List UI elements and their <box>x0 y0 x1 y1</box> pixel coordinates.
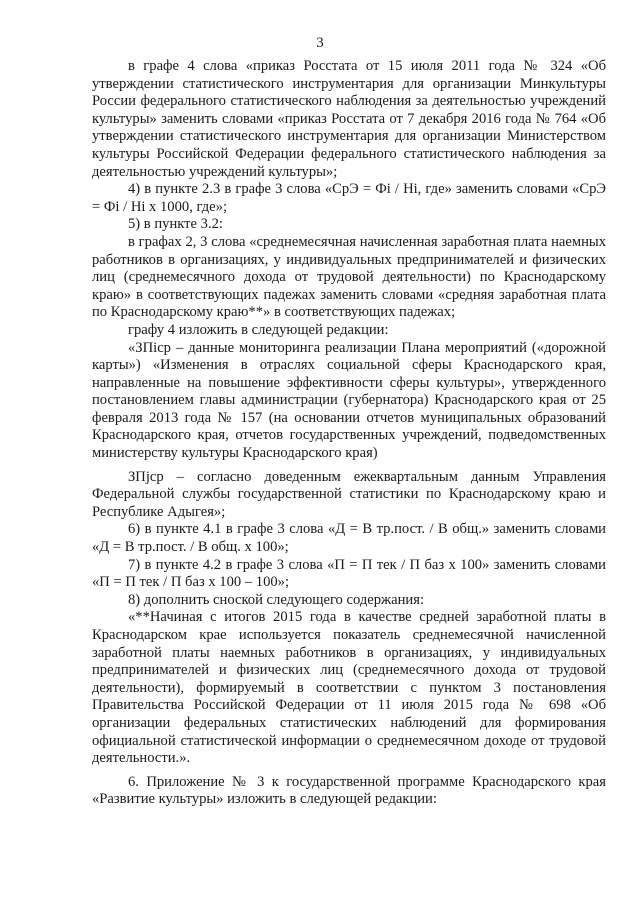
paragraph-item-5: 5) в пункте 3.2: <box>128 216 223 233</box>
paragraph-item-6: 6) в пункте 4.1 в графе 3 слова «Д = В тр.пост. / В общ.» заменить словами «Д = В тр.пост. / В общ. х 100»; <box>92 521 606 556</box>
page-number: 3 <box>316 35 324 51</box>
document-body <box>92 58 606 809</box>
paragraph-columns-2-3: в графах 2, 3 слова «среднемесячная начисленная заработная плата наемных работников в организациях, у индивидуальных предпринимателей и физических лиц (среднемесячного дохода от трудовой деятельности) по Краснодарскому краю» в соответствующих падежах заменить словами «средняя заработная плата по Краснодарскому краю**» в соответствующих падежах; <box>92 233 606 321</box>
paragraph-footnote: «**Начиная с итогов 2015 года в качестве средней заработной платы в Краснодарском крае используется показатель среднемесячной начисленной заработной платы наемных работников в организациях, у индивидуальных предпринимателей и физических лиц (среднемесячного дохода от трудовой деятельности), формируемый в соответствии с пунктом 3 постановления Правительства Российской Федерации от 11 июля 2015 года № 698 «Об организации федеральных статистических наблюдений для формирования официальной статистической информации о среднемесячном доходе от трудовой деятельности.». <box>92 609 606 767</box>
paragraph-appendix-3: 6. Приложение № 3 к государственной программе Краснодарского края «Развитие культуры» изложить в следующей редакции: <box>92 773 606 808</box>
paragraph-column-4-new-wording: графу 4 изложить в следующей редакции: <box>128 321 389 338</box>
paragraph-item-8: 8) дополнить сноской следующего содержания: <box>128 591 425 608</box>
paragraph-item-4: 4) в пункте 2.3 в графе 3 слова «СрЭ = Фi / Нi, где» заменить словами «СрЭ = Фi / Нi х 1000, где»; <box>92 181 606 215</box>
paragraph-item-7: 7) в пункте 4.2 в графе 3 слова «П = П тек / П баз х 100» заменить словами «П = П тек / П баз х 100 – 100»; <box>92 556 606 591</box>
paragraph-zpi-definition: «ЗПiср – данные мониторинга реализации Плана мероприятий («дорожной карты») «Изменения в отраслях социальной сферы Краснодарского края, направленные на повышение эффективности сферы культуры», утвержденного постановлением главы администрации (губернатора) Краснодарского края от 25 февраля 2013 года № 157 (на основании отчетов муниципальных образований Краснодарского края, отчетов государственных учреждений, подведомственных министерству культуры Краснодарского края) <box>92 339 606 462</box>
paragraph-zpj-definition: ЗПjср – согласно доведенным ежеквартальным данным Управления Федеральной службы государственной статистики по Краснодарскому краю и Республике Адыгея»; <box>92 468 606 520</box>
paragraph-column-4-replacement: в графе 4 слова «приказ Росстата от 15 июля 2011 года № 324 «Об утверждении статистического инструментария для организации Минкультуры России федерального статистического наблюдения за деятельностью учреждений культуры» заменить словами «приказ Росстата от 7 декабря 2016 года № 764 «Об утверждении статистического инструментария для организации Министерством культуры Российской Федерации федерального статистического наблюдения за деятельностью учреждений культуры»; <box>92 58 606 180</box>
